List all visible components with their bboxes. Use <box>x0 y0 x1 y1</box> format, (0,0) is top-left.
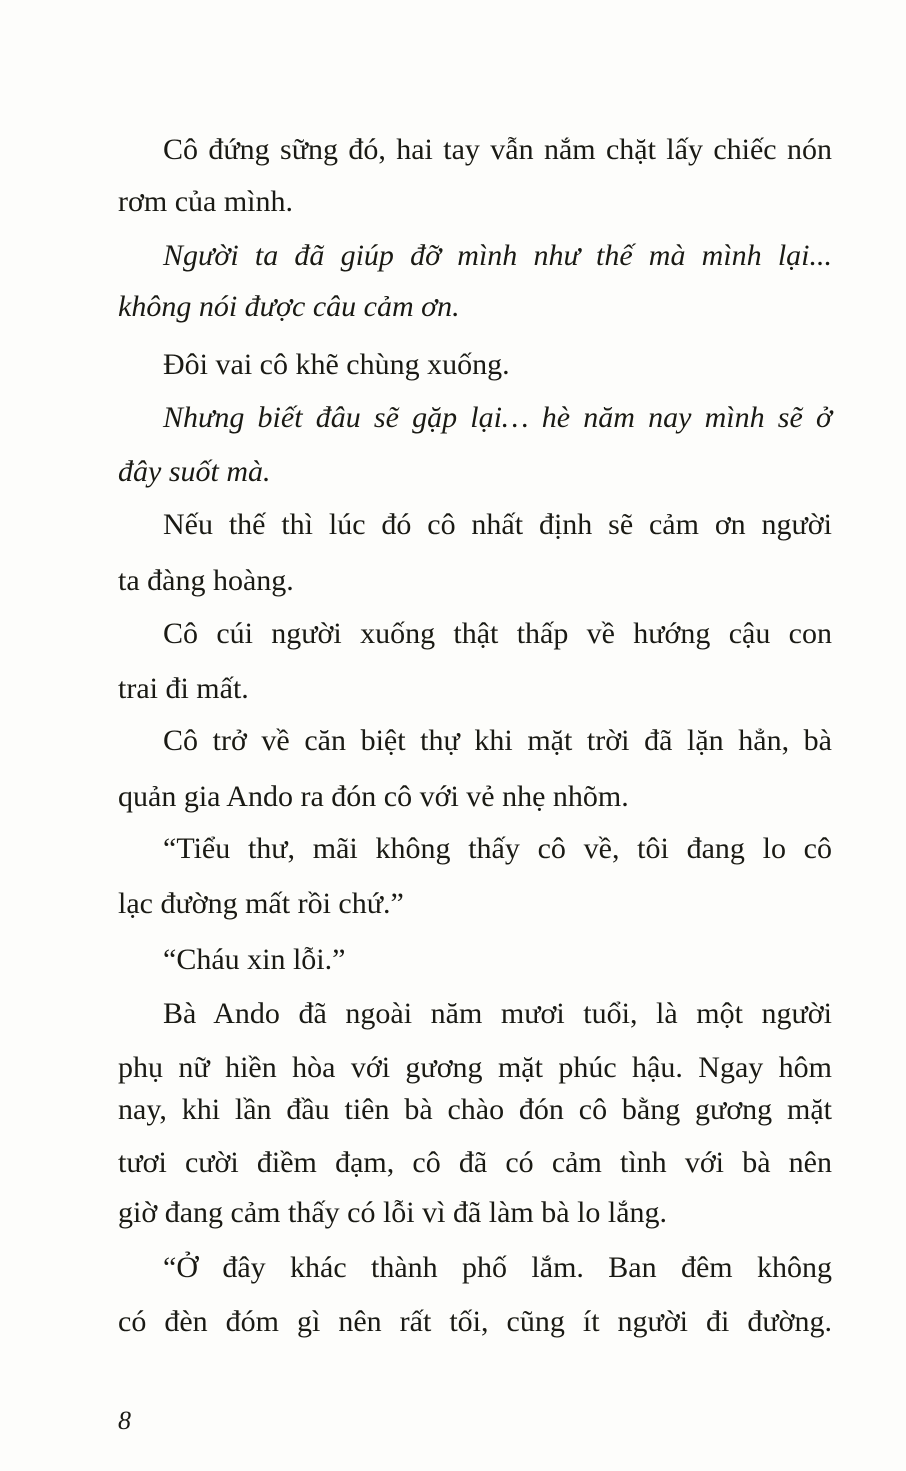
paragraph-7-line: quản gia Ando ra đón cô với vẻ nhẹ nhõm. <box>118 780 629 813</box>
paragraph-4-line: đây suốt mà. <box>118 455 271 488</box>
paragraph-11-line: có đèn đóm gì nên rất tối, cũng ít người đi đường. <box>118 1305 832 1338</box>
paragraph-6-line: trai đi mất. <box>118 672 249 705</box>
paragraph-5-line: ta đàng hoàng. <box>118 564 294 597</box>
paragraph-7-line: Cô trở về căn biệt thự khi mặt trời đã lặn hẳn, bà <box>163 724 832 757</box>
paragraph-1-line: rơm của mình. <box>118 185 293 218</box>
paragraph-2-line: Người ta đã giúp đỡ mình như thế mà mình lại... <box>163 239 832 272</box>
paragraph-4-line: Nhưng biết đâu sẽ gặp lại… hè năm nay mình sẽ ở <box>163 401 832 434</box>
paragraph-11-line: “Ở đây khác thành phố lắm. Ban đêm không <box>163 1251 832 1284</box>
paragraph-10-line: nay, khi lần đầu tiên bà chào đón cô bằng gương mặt <box>118 1093 832 1126</box>
paragraph-5-line: Nếu thế thì lúc đó cô nhất định sẽ cảm ơn người <box>163 508 832 541</box>
paragraph-6-line: Cô cúi người xuống thật thấp về hướng cậu con <box>163 617 832 650</box>
paragraph-3-line: Đôi vai cô khẽ chùng xuống. <box>163 348 510 381</box>
paragraph-8-line: “Tiểu thư, mãi không thấy cô về, tôi đang lo cô <box>163 832 832 865</box>
paragraph-10-line: giờ đang cảm thấy có lỗi vì đã làm bà lo lắng. <box>118 1196 668 1229</box>
paragraph-2-line: không nói được câu cảm ơn. <box>118 290 460 323</box>
paragraph-1-line: Cô đứng sững đó, hai tay vẫn nắm chặt lấy chiếc nón <box>163 133 832 166</box>
page-number: 8 <box>118 1406 131 1435</box>
paragraph-10-line: phụ nữ hiền hòa với gương mặt phúc hậu. Ngay hôm <box>118 1051 832 1084</box>
paragraph-9-line: “Cháu xin lỗi.” <box>163 943 346 976</box>
paragraph-10-line: tươi cười điềm đạm, cô đã có cảm tình với bà nên <box>118 1146 832 1179</box>
paragraph-8-line: lạc đường mất rồi chứ.” <box>118 887 404 920</box>
paragraph-10-line: Bà Ando đã ngoài năm mươi tuổi, là một người <box>163 997 832 1030</box>
